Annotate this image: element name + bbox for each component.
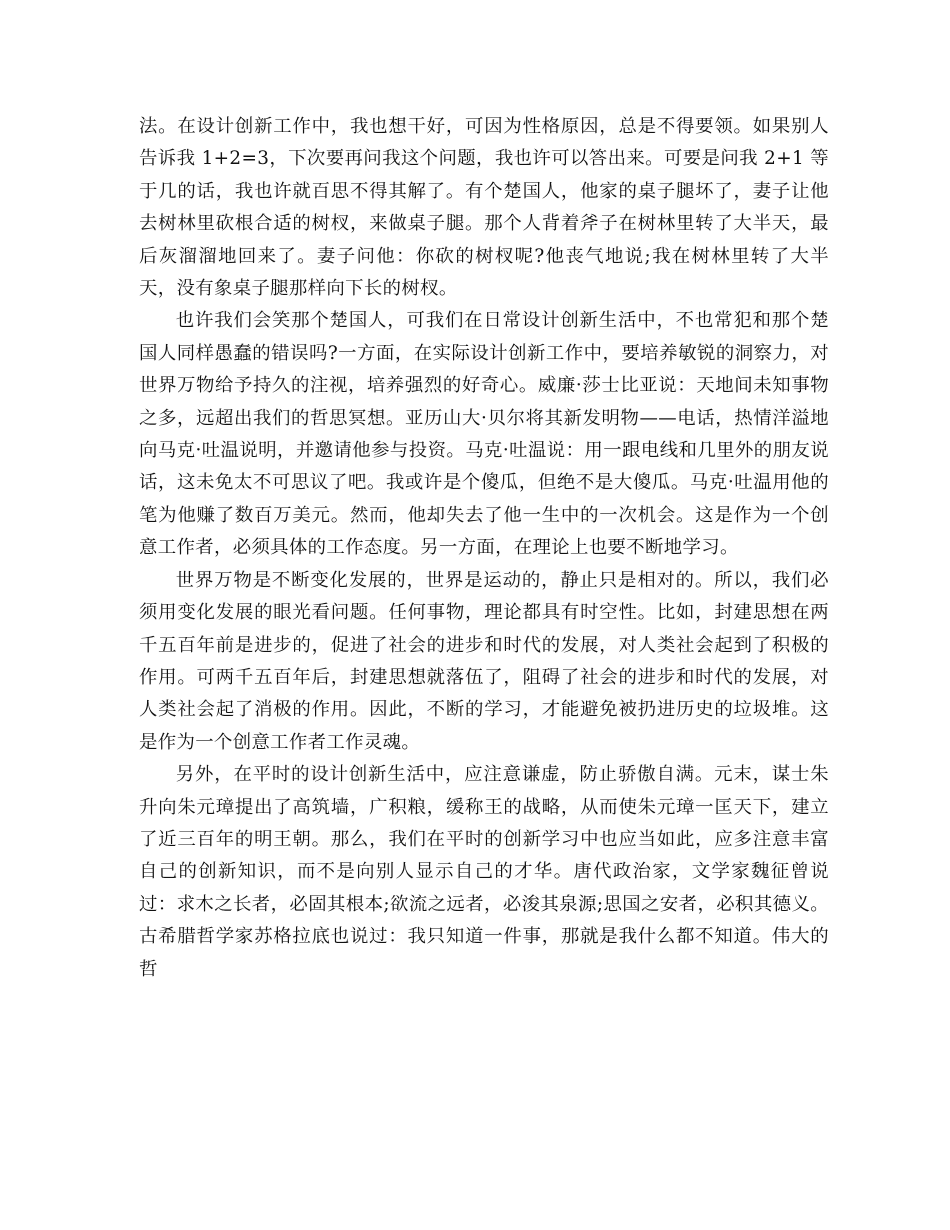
paragraph-continuation: 法。在设计创新工作中，我也想干好，可因为性格原因，总是不得要领。如果别人告诉我 1+2=3，下次要再问我这个问题，我也许可以答出来。可要是问我 2+1 等于几的话，我也许就百思不得其解了。有个楚国人，他家的桌子腿坏了，妻子让他去树林里砍根合适的树杈，来做桌子腿。那个人背着斧子在树林里转了大半天，最后灰溜溜地回来了。妻子问他：你砍的树杈呢?他丧气地说;我在树林里转了大半天，没有象桌子腿那样向下长的树杈。 xyxy=(139,116,829,300)
paragraph: 也许我们会笑那个楚国人，可我们在日常设计创新生活中，不也常犯和那个楚国人同样愚蠢的错误吗?一方面，在实际设计创新工作中，要培养敏锐的洞察力，对世界万物给予持久的注视，培养强烈的好奇心。威廉·莎士比亚说：天地间未知事物之多，远超出我们的哲思冥想。亚历山大·贝尔将其新发明物——电话，热情洋溢地向马克·吐温说明，并邀请他参与投资。马克·吐温说：用一跟电线和几里外的朋友说话，这未免太不可思议了吧。我或许是个傻瓜，但绝不是大傻瓜。马克·吐温用他的笔为他赚了数百万美元。然而，他却失去了他一生中的一次机会。这是作为一个创意工作者，必须具体的工作态度。另一方面，在理论上也要不断地学习。 xyxy=(139,310,829,559)
document-body xyxy=(139,111,829,986)
paragraph: 世界万物是不断变化发展的，世界是运动的，静止只是相对的。所以，我们必须用变化发展的眼光看问题。任何事物，理论都具有时空性。比如，封建思想在两千五百年前是进步的，促进了社会的进步和时代的发展，对人类社会起到了积极的作用。可两千五百年后，封建思想就落伍了，阻碍了社会的进步和时代的发展，对人类社会起了消极的作用。因此，不断的学习，才能避免被扔进历史的垃圾堆。这是作为一个创意工作者工作灵魂。 xyxy=(139,569,829,753)
paragraph: 另外，在平时的设计创新生活中，应注意谦虚，防止骄傲自满。元末，谋士朱升向朱元璋提出了高筑墙，广积粮，缓称王的战略，从而使朱元璋一匡天下，建立了近三百年的明王朝。那么，我们在平时的创新学习中也应当如此，应多注意丰富自己的创新知识，而不是向别人显示自己的才华。唐代政治家，文学家魏征曾说过：求木之长者，必固其根本;欲流之远者，必浚其泉源;思国之安者，必积其德义。古希腊哲学家苏格拉底也说过：我只知道一件事，那就是我什么都不知道。伟大的哲 xyxy=(139,764,829,980)
